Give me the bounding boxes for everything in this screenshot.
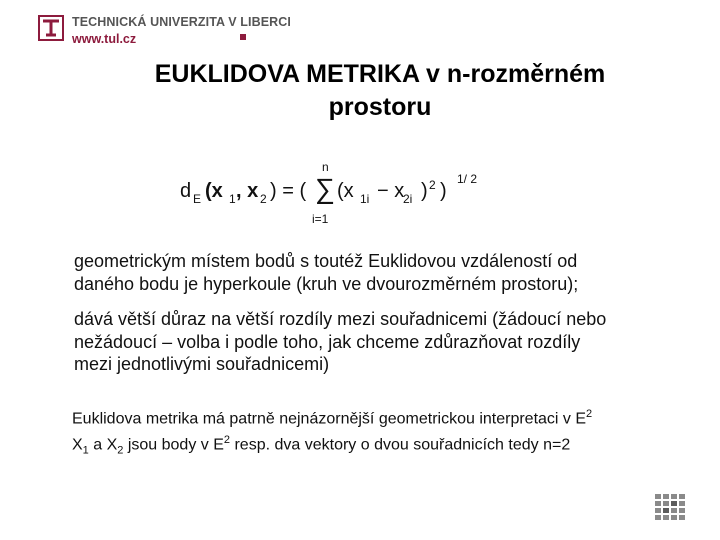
point-x: X [72, 436, 83, 454]
university-name: TECHNICKÁ UNIVERZITA V LIBERCI [72, 15, 291, 29]
interpretation-text: Euklidova metrika má patrně nejnázornější geometrickou interpretaci v E [72, 410, 587, 428]
subscript: 1 [82, 444, 89, 457]
formula-d: d [180, 180, 192, 202]
slide-title-line1: EUKLIDOVA METRIKA v n-rozměrném [154, 60, 606, 88]
paragraph-line [72, 430, 692, 461]
interpretation-text: resp. dva vektory o dvou souřadnicích tedy n=2 [230, 436, 571, 454]
subscript: 2 [117, 444, 124, 457]
paragraph-interpretation [72, 404, 692, 461]
formula-sub-2: 2 [260, 192, 267, 206]
formula-term-close: ) [421, 180, 428, 202]
sum-symbol: ∑ [315, 173, 335, 204]
formula-sub-e: E [193, 192, 202, 206]
formula-term-open: (x [337, 180, 354, 202]
superscript: 2 [586, 408, 593, 420]
point-x: a X [88, 436, 118, 454]
decorative-grid-icon [655, 494, 687, 521]
formula-minus: − x [377, 180, 405, 202]
university-logo-icon [38, 15, 64, 41]
sum-lower-limit: i=1 [312, 212, 329, 226]
formula-comma: , x [236, 180, 259, 202]
formula-sub-2i: 2i [403, 192, 413, 206]
paragraph-line: daného bodu je hyperkoule (kruh ve dvourozměrném prostoru); [74, 273, 579, 294]
formula-outer-close: ) [440, 180, 447, 202]
euclidean-distance-formula [175, 158, 495, 230]
interpretation-text: jsou body v E [123, 436, 224, 454]
paragraph-line [72, 404, 692, 430]
formula-sub-1i: 1i [360, 192, 370, 206]
paragraph-hypersphere [74, 250, 674, 295]
superscript: 2 [223, 433, 231, 446]
sum-upper-limit: n [322, 160, 329, 174]
formula-sub-1: 1 [229, 192, 236, 206]
formula-square: 2 [429, 178, 436, 192]
slide-title [100, 58, 660, 124]
paragraph-line: dává větší důraz na větší rozdíly mezi souřadnicemi (žádoucí nebo [74, 309, 607, 329]
university-url[interactable]: www.tul.cz [72, 32, 137, 46]
slide-title-line2: prostoru [328, 93, 432, 121]
logo-accent-square [240, 34, 246, 40]
paragraph-line: nežádoucí – volba i podle toho, jak chceme zdůrazňovat rozdíly [74, 331, 581, 352]
header-logo-text [72, 15, 291, 47]
formula-power: 1/ 2 [457, 172, 478, 186]
paragraph-line: geometrickým místem bodů s toutéž Euklidovou vzdáleností od [74, 251, 578, 271]
paragraph-emphasis [74, 308, 674, 376]
formula-arg-open: (x [205, 180, 223, 202]
formula-eq: ) = ( [270, 180, 307, 202]
paragraph-line: mezi jednotlivými souřadnicemi) [74, 354, 330, 374]
